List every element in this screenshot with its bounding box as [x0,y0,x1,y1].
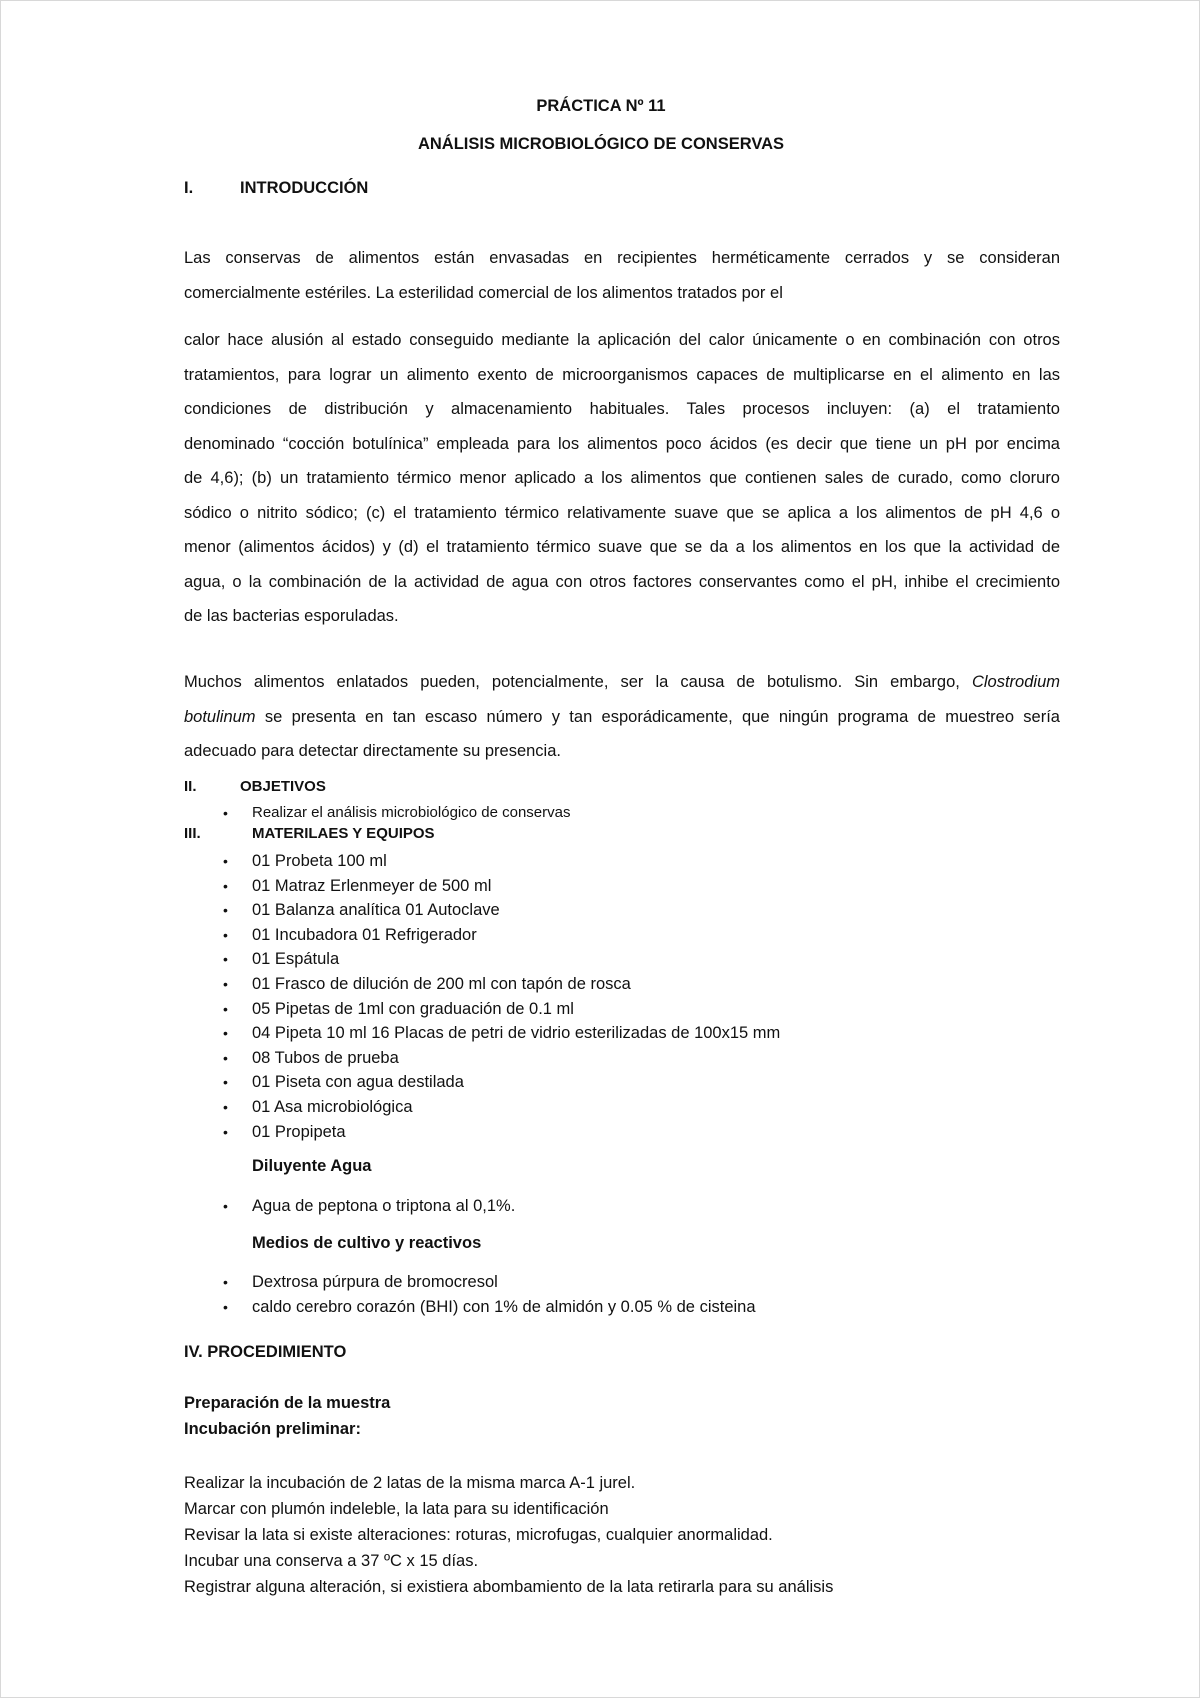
text-segment: Muchos alimentos enlatados pueden, potencialmente, ser la causa de botulismo. Sin embargo, [184,673,960,691]
list-item-text: Dextrosa púrpura de bromocresol [252,1273,498,1291]
bullet-icon: • [223,1274,228,1290]
text-line: de 4,6); (b) un tratamiento térmico menor aplicado a los alimentos que contienen sales de curado, como cloruro [184,469,1060,487]
bullet-icon: • [223,805,228,821]
list-item [223,1095,780,1120]
procedure-step: Incubar una conserva a 37 ºC x 15 días. [184,1552,479,1570]
bullet-icon: • [223,902,228,919]
list-item-text: Realizar el análisis microbiológico de conservas [252,804,571,821]
list-item-text: 08 Tubos de prueba [252,1048,399,1067]
list-item-text: 01 Matraz Erlenmeyer de 500 ml [252,876,492,895]
list-item-text: 01 Piseta con agua destilada [252,1073,464,1092]
list-item [223,1295,756,1320]
intro-paragraph-3 [184,665,1060,769]
list-item-text: caldo cerebro corazón (BHI) con 1% de almidón y 0.05 % de cisteina [252,1297,756,1316]
text-line [184,700,1060,735]
list-item [223,997,780,1022]
italic-term: botulinum [184,707,256,726]
bullet-icon: • [223,1025,228,1042]
text-line [184,665,1060,700]
text-line: Las conservas de alimentos están envasadas en recipientes herméticamente cerrados y se consideran [184,249,1060,267]
list-item-text: 05 Pipetas de 1ml con graduación de 0.1 ml [252,999,574,1018]
bullet-icon: • [223,1123,228,1140]
text-line: condiciones de distribución y almacenamiento habituales. Tales procesos incluyen: (a) el tratamiento [184,400,1060,418]
bullet-icon: • [223,951,228,968]
text-line: sódico o nitrito sódico; (c) el tratamiento térmico relativamente suave que se aplica a los alimentos de pH 4,6 o [184,503,1060,522]
list-item-text: Agua de peptona o triptona al 0,1%. [252,1197,516,1215]
text-line: adecuado para detectar directamente su presencia. [184,742,561,760]
bullet-icon: • [223,877,228,894]
text-line: de las bacterias esporuladas. [184,607,399,625]
list-item [223,1120,780,1145]
procedure-subheadings [184,1390,390,1442]
procedure-step: Marcar con plumón indeleble, la lata para su identificación [184,1500,609,1518]
text-line: denominado “cocción botulínica” empleada para los alimentos poco ácidos (es decir que tiene un pH por encima [184,434,1060,453]
practice-number: PRÁCTICA Nº 11 [536,97,666,115]
section-number-intro: I. [184,179,194,197]
diluent-heading: Diluyente Agua [252,1157,372,1175]
list-item [223,1194,515,1219]
procedure-step: Realizar la incubación de 2 latas de la misma marca A-1 jurel. [184,1474,636,1492]
bullet-icon: • [223,1000,228,1017]
section-heading-intro: INTRODUCCIÓN [240,179,369,197]
text-line: menor (alimentos ácidos) y (d) el tratamiento térmico suave que se da a los alimentos en los que la actividad de [184,538,1060,556]
text-line: agua, o la combinación de la actividad de agua con otros factores conservantes como el pH, inhibe el crecimiento [184,572,1060,591]
list-item [223,1046,780,1071]
media-list [223,1270,756,1319]
italic-term: Clostrodium [971,673,1060,691]
list-item [223,801,570,826]
section-number-materials: III. [184,825,201,842]
text-line: tratamientos, para lograr un alimento exento de microorganismos capaces de multiplicarse en el alimento en las [184,365,1060,384]
list-item [223,972,780,997]
intro-paragraph-2 [184,323,1060,634]
list-item-text: 01 Espátula [252,950,340,969]
subheading-preliminary-incubation: Incubación preliminar: [184,1420,361,1438]
list-item [223,1021,780,1046]
text-line: calor hace alusión al estado conseguido mediante la aplicación del calor únicamente o en combinación con otros [184,331,1060,349]
bullet-icon: • [223,1298,228,1315]
list-item [223,874,780,899]
bullet-icon: • [223,926,228,943]
subheading-sample-preparation: Preparación de la muestra [184,1394,391,1412]
media-heading: Medios de cultivo y reactivos [252,1234,482,1252]
materials-list [223,849,780,1144]
section-heading-procedure: IV. PROCEDIMIENTO [184,1343,347,1361]
section-heading-materials: MATERILAES Y EQUIPOS [252,825,435,842]
bullet-icon: • [223,853,228,869]
bullet-icon: • [223,1074,228,1091]
bullet-icon: • [223,975,228,992]
text-segment: se presenta en tan escaso número y tan esporádicamente, que ningún programa de muestreo sería [264,707,1060,726]
list-item [223,947,780,972]
section-number-objectives: II. [184,778,197,795]
list-item-text: 01 Balanza analítica 01 Autoclave [252,901,500,920]
list-item-text: 01 Propipeta [252,1122,346,1141]
list-item [223,1270,756,1295]
list-item-text: 04 Pipeta 10 ml 16 Placas de petri de vidrio esterilizadas de 100x15 mm [252,1024,781,1043]
objectives-list [223,801,570,826]
procedure-step: Revisar la lata si existe alteraciones: roturas, microfugas, cualquier anormalidad. [184,1526,773,1544]
list-item-text: 01 Probeta 100 ml [252,852,387,870]
list-item [223,923,780,948]
list-item-text: 01 Incubadora 01 Refrigerador [252,925,477,944]
list-item [223,849,780,874]
intro-paragraph-1 [184,241,1060,310]
bullet-icon: • [223,1198,228,1214]
document-title: ANÁLISIS MICROBIOLÓGICO DE CONSERVAS [417,135,785,153]
section-heading-objectives: OBJETIVOS [240,778,326,795]
procedure-steps [184,1470,833,1600]
diluent-list [223,1194,515,1219]
list-item [223,898,780,923]
bullet-icon: • [223,1098,228,1115]
list-item-text: 01 Frasco de dilución de 200 ml con tapón de rosca [252,974,631,993]
list-item-text: 01 Asa microbiológica [252,1097,413,1116]
text-line: comercialmente estériles. La esterilidad comercial de los alimentos tratados por el [184,283,783,302]
list-item [223,1070,780,1095]
procedure-step: Registrar alguna alteración, si existiera abombamiento de la lata retirarla para su análisis [184,1578,834,1596]
bullet-icon: • [223,1049,228,1066]
